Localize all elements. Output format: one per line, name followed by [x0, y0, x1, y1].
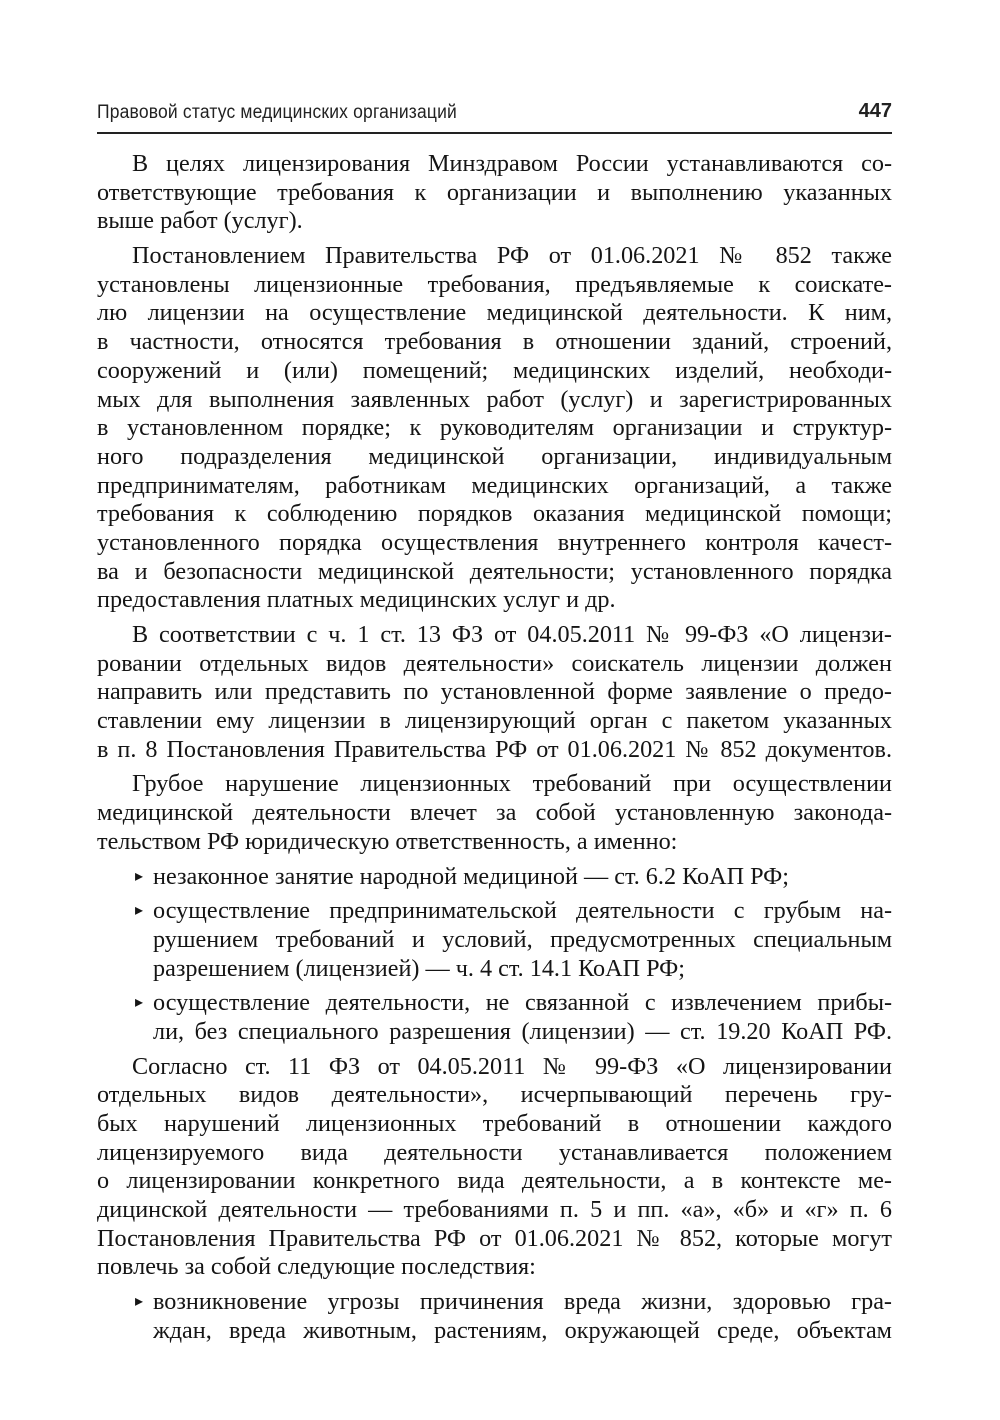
paragraph — [97, 621, 892, 764]
text-line: медицинской деятельности влечет за собой установленную законода- — [97, 799, 892, 827]
text-line: ли, без специального разрешения (лицензии) — ст. 19.20 КоАП РФ. — [153, 1017, 892, 1045]
text-line: Грубое нарушение лицензионных требований при осуществлении — [132, 770, 892, 798]
text-line: ответствующие требования к организации и выполнению указанных — [97, 178, 892, 206]
text-line: выше работ (услуг). — [97, 207, 303, 235]
text-line: мых для выполнения заявленных работ (услуг) и зарегистрированных — [97, 385, 892, 413]
text-line: рушением требований и условий, предусмотренных специальным — [153, 925, 892, 953]
text-line: дицинской деятельности — требованиями п. 5 и пп. «а», «б» и «г» п. 6 — [97, 1196, 892, 1224]
text-line: бых нарушений лицензионных требований в отношении каждого — [97, 1110, 892, 1137]
text-line: незаконное занятие народной медициной — ст. 6.2 КоАП РФ; — [153, 862, 789, 890]
list-item — [97, 989, 892, 1046]
text-line: Согласно ст. 11 ФЗ от 04.05.2011 № 99-ФЗ «О лицензировании — [132, 1052, 892, 1080]
text-line: ровании отдельных видов деятельности» соискатель лицензии должен — [97, 649, 892, 677]
triangle-bullet-icon: ▸ — [135, 1293, 144, 1311]
text-line: установленного порядка осуществления внутреннего контроля качест- — [97, 528, 892, 556]
text-line: требования к соблюдению порядков оказания медицинской помощи; — [97, 500, 892, 528]
running-header — [97, 98, 892, 134]
list-item — [97, 1288, 892, 1345]
text-line: в п. 8 Постановления Правительства РФ от 01.06.2021 № 852 документов. — [97, 735, 892, 763]
text-line: ного подразделения медицинской организации, индивидуальным — [97, 442, 892, 470]
text-line: ва и безопасности медицинской деятельности; установленного порядка — [97, 557, 892, 585]
text-line: отдельных видов деятельности», исчерпывающий перечень гру- — [97, 1081, 892, 1109]
text-line: В соответствии с ч. 1 ст. 13 ФЗ от 04.05.2011 № 99-ФЗ «О лицензи- — [132, 621, 892, 648]
text-line: сооружений и (или) помещений; медицинских изделий, необходи- — [97, 356, 892, 384]
text-line: предоставления платных медицинских услуг и др. — [97, 586, 616, 614]
text-line: осуществление предпринимательской деятельности с грубым на- — [153, 897, 892, 925]
text-line: установлены лицензионные требования, предъявляемые к соискате- — [97, 270, 892, 298]
text-line: ждан, вреда животным, растениям, окружающей среде, объектам — [153, 1316, 892, 1344]
paragraph — [97, 1053, 892, 1283]
list-item — [97, 863, 892, 892]
text-line: повлечь за собой следующие последствия: — [97, 1253, 536, 1281]
text-line: В целях лицензирования Минздравом России устанавливаются со- — [132, 150, 892, 177]
text-line: лицензируемого вида деятельности устанавливается положением — [97, 1138, 892, 1166]
page-body — [97, 150, 892, 1352]
page-number: 447 — [858, 100, 892, 122]
text-line: в частности, относятся требования в отношении зданий, строений, — [97, 328, 892, 356]
text-line: предпринимателям, работникам медицинских организаций, а также — [97, 471, 892, 499]
text-line: возникновение угрозы причинения вреда жизни, здоровью гра- — [153, 1288, 892, 1316]
text-line: Постановления Правительства РФ от 01.06.2021 № 852, которые могут — [97, 1224, 892, 1252]
list-item — [97, 897, 892, 983]
text-line: направить или представить по установленной форме заявление о предо- — [97, 678, 892, 706]
triangle-bullet-icon: ▸ — [135, 902, 144, 920]
section-title: Правовой статус медицинских организаций — [97, 102, 458, 123]
text-line: разрешением (лицензией) — ч. 4 ст. 14.1 КоАП РФ; — [153, 954, 685, 982]
paragraph — [97, 770, 892, 856]
text-line: тельством РФ юридическую ответственность, а именно: — [97, 827, 678, 855]
text-line: лю лицензии на осуществление медицинской деятельности. К ним, — [97, 299, 892, 327]
text-line: Постановлением Правительства РФ от 01.06.2021 № 852 также — [132, 242, 892, 270]
triangle-bullet-icon: ▸ — [135, 867, 144, 885]
paragraph — [97, 242, 892, 615]
text-line: осуществление деятельности, не связанной с извлечением прибы- — [153, 989, 892, 1017]
text-line: о лицензировании конкретного вида деятельности, а в контексте ме- — [97, 1167, 892, 1195]
triangle-bullet-icon: ▸ — [135, 994, 144, 1012]
text-line: в установленном порядке; к руководителям организации и структур- — [97, 414, 892, 442]
paragraph — [97, 150, 892, 236]
text-line: ставлении ему лицензии в лицензирующий орган с пакетом указанных — [97, 707, 892, 735]
